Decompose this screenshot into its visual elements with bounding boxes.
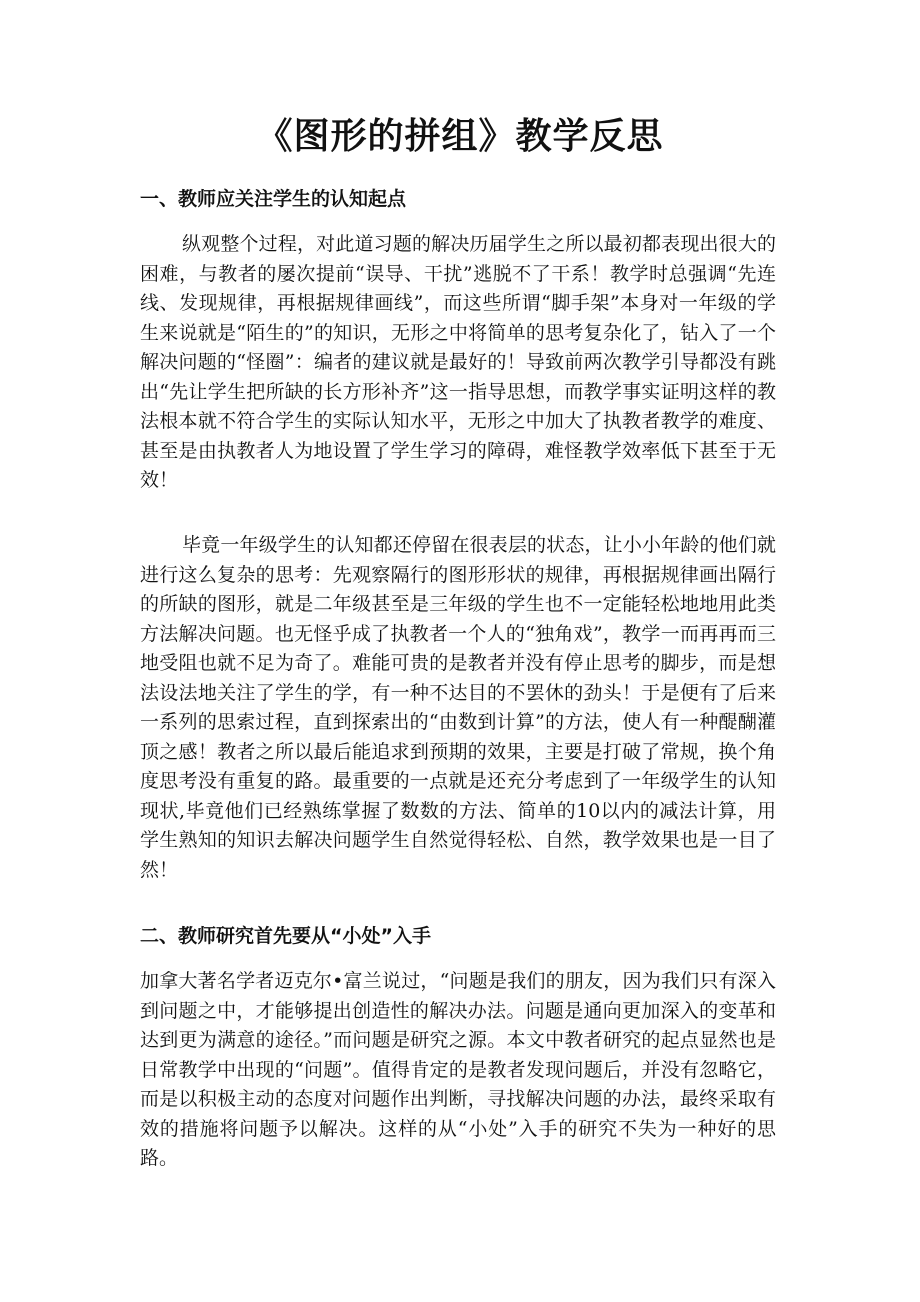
section-1-paragraph-1: 纵观整个过程，对此道习题的解决历届学生之所以最初都表现出很大的困难，与教者的屡次提前“误导、干扰”逃脱不了干系！教学时总强调“先连线、发现规律，再根据规律画线”，而这些所谓“脚手架”本身对一年级的学生来说就是“陌生的”的知识，无形之中将简单的思考复杂化了，钻入了一个解决问题的“怪圈”：编者的建议就是最好的！导致前两次教学引导都没有跳出“先让学生把所缺的长方形补齐”这一指导思想，而教学事实证明这样的教法根本就不符合学生的实际认知水平，无形之中加大了执教者教学的难度、甚至是由执教者人为地设置了学生学习的障碍，难怪教学效率低下甚至于无效！: [140, 233, 776, 491]
section-2-paragraph-1: 加拿大著名学者迈克尔•富兰说过，“问题是我们的朋友，因为我们只有深入到问题之中，才能够提出创造性的解决办法。问题是通向更加深入的变革和达到更为满意的途径。”而问题是研究之源。本文中教者研究的起点显然也是日常教学中出现的“问题”。值得肯定的是教者发现问题后，并没有忽略它，而是以积极主动的态度对问题作出判断，寻找解决问题的办法，最终采取有效的措施将问题予以解决。这样的从“小处”入手的研究不失为一种好的思路。: [140, 970, 776, 1169]
section-1-paragraph-2: 毕竟一年级学生的认知都还停留在很表层的状态，让小小年龄的他们就进行这么复杂的思考：先观察隔行的图形形状的规律，再根据规律画出隔行的所缺的图形，就是二年级甚至是三年级的学生也不一定能轻松地地用此类方法解决问题。也无怪乎成了执教者一个人的“独角戏”，教学一而再再而三地受阻也就不足为奇了。难能可贵的是教者并没有停止思考的脚步，而是想法设法地关注了学生的学，有一种不达目的不罢休的劲头！于是便有了后来一系列的思索过程，直到探索出的“由数到计算”的方法，使人有一种醍醐灌顶之感！教者之所以最后能追求到预期的效果，主要是打破了常规，换个角度思考没有重复的路。最重要的一点就是还充分考虑到了一年级学生的认知现状,毕竟他们已经熟练掌握了数数的方法、简单的10以内的减法计算，用学生熟知的知识去解决问题学生自然觉得轻松、自然，教学效果也是一目了然！: [140, 534, 776, 881]
section-heading-1: 一、教师应关注学生的认知起点: [140, 188, 407, 210]
document-title: 《图形的拼组》教学反思: [256, 116, 664, 157]
section-heading-2: 二、教师研究首先要从“小处”入手: [140, 925, 431, 947]
